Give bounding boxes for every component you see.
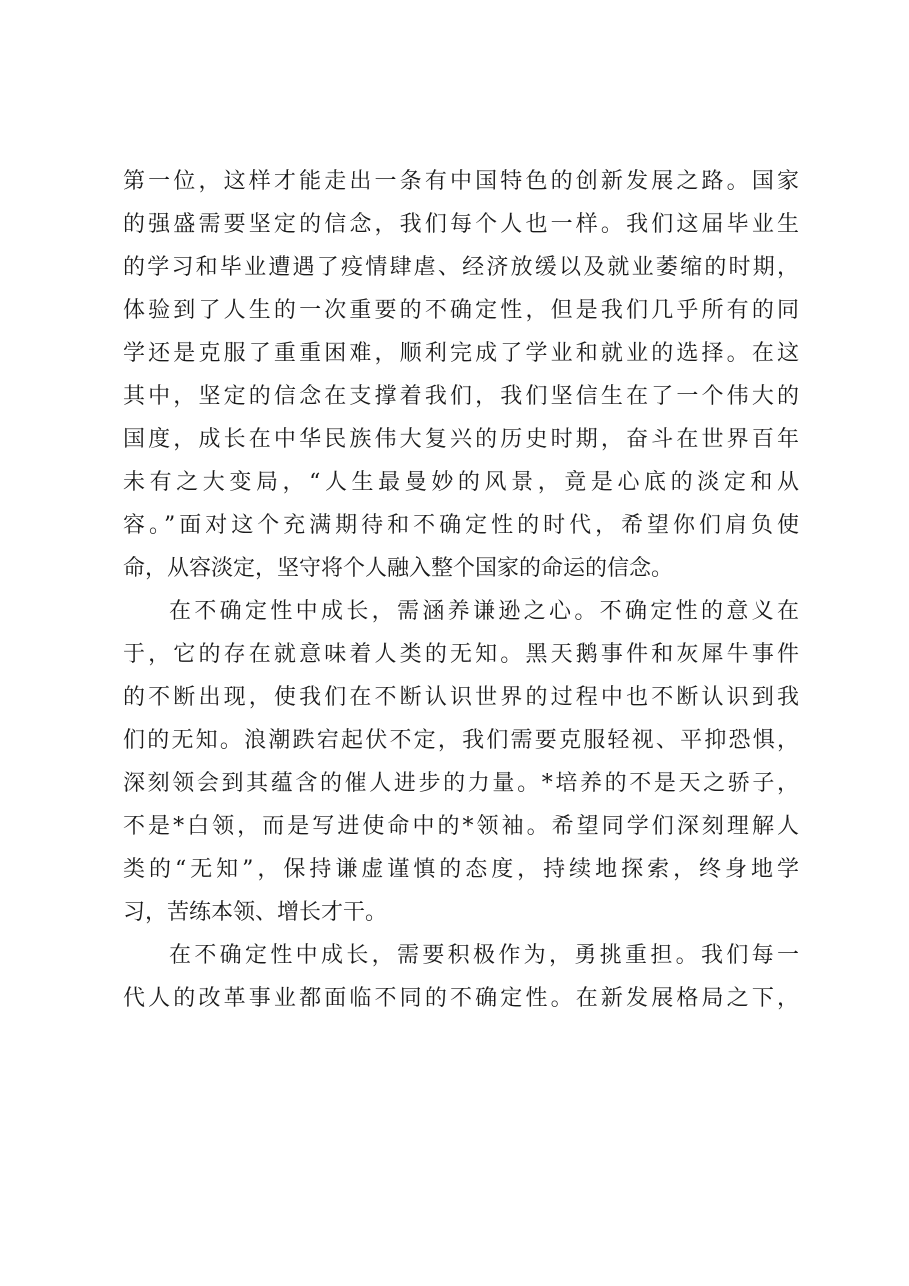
text-line: 深刻领会到其蕴含的催人进步的力量。*培养的不是天之骄子， <box>123 771 799 796</box>
text-line: 体验到了人生的一次重要的不确定性，但是我们几乎所有的同 <box>123 298 799 323</box>
text-line: 在不确定性中成长，需涵养谦逊之心。不确定性的意义在 <box>169 599 799 624</box>
text-line: 不是*白领，而是写进使命中的*领袖。希望同学们深刻理解人 <box>123 814 799 839</box>
body-text <box>123 160 799 1020</box>
text-line: 们的无知。浪潮跌宕起伏不定，我们需要克服轻视、平抑恐惧， <box>123 728 799 753</box>
text-line: 的不断出现，使我们在不断认识世界的过程中也不断认识到我 <box>123 685 799 710</box>
text-line: 未有之大变局，“人生最曼妙的风景，竟是心底的淡定和从 <box>123 470 799 495</box>
text-line: 命，从容淡定，坚守将个人融入整个国家的命运的信念。 <box>123 556 674 581</box>
text-line: 学还是克服了重重困难，顺利完成了学业和就业的选择。在这 <box>123 341 799 366</box>
text-line: 容。”面对这个充满期待和不确定性的时代，希望你们肩负使 <box>123 513 799 538</box>
text-line: 在不确定性中成长，需要积极作为，勇挑重担。我们每一 <box>169 943 799 968</box>
text-line: 的学习和毕业遭遇了疫情肆虐、经济放缓以及就业萎缩的时期， <box>123 255 799 280</box>
text-line: 的强盛需要坚定的信念，我们每个人也一样。我们这届毕业生 <box>123 212 799 237</box>
text-line: 习，苦练本领、增长才干。 <box>123 900 388 925</box>
text-line: 国度，成长在中华民族伟大复兴的历史时期，奋斗在世界百年 <box>123 427 799 452</box>
text-line: 类的“无知”，保持谦虚谨慎的态度，持续地探索，终身地学 <box>123 857 799 882</box>
text-line: 于，它的存在就意味着人类的无知。黑天鹅事件和灰犀牛事件 <box>123 642 799 667</box>
text-line: 其中，坚定的信念在支撑着我们，我们坚信生在了一个伟大的 <box>123 384 799 409</box>
text-line: 代人的改革事业都面临不同的不确定性。在新发展格局之下， <box>123 986 799 1011</box>
text-line: 第一位，这样才能走出一条有中国特色的创新发展之路。国家 <box>123 169 799 194</box>
